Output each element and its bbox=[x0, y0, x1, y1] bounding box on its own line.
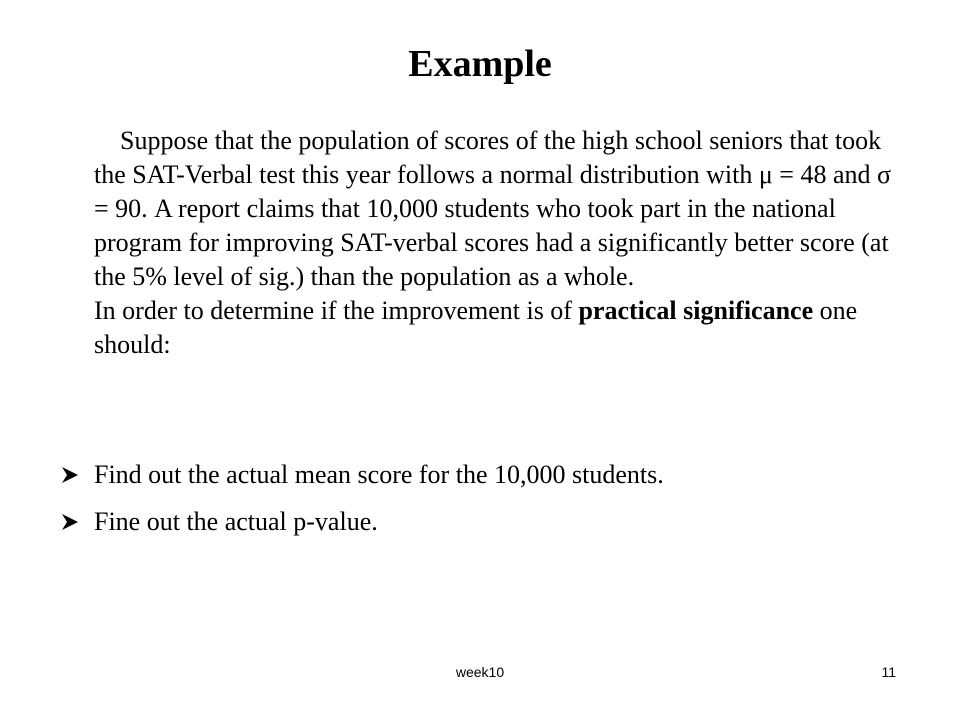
paragraph-question bbox=[94, 294, 894, 362]
page-number: 11 bbox=[881, 664, 896, 680]
bullet-text: Fine out the actual p-value. bbox=[94, 507, 378, 536]
bullet-item bbox=[60, 505, 920, 539]
footer-label: week10 bbox=[455, 664, 505, 680]
arrowhead-bullet-icon bbox=[60, 458, 94, 492]
body-text bbox=[94, 124, 894, 362]
bullet-list bbox=[60, 458, 920, 552]
arrowhead-bullet-icon bbox=[60, 505, 94, 539]
bullet-text: Find out the actual mean score for the 10,000 students. bbox=[94, 460, 664, 489]
paragraph-question-lead: In order to determine if the improvement is of bbox=[94, 296, 572, 325]
paragraph-question-tail: one should: bbox=[94, 296, 858, 359]
bullet-item bbox=[60, 458, 920, 492]
slide-title: Example bbox=[408, 43, 552, 85]
paragraph-intro bbox=[94, 124, 894, 294]
practical-significance-term: practical significance bbox=[578, 296, 814, 325]
paragraph-intro-text: Suppose that the population of scores of the high school seniors that took the SAT-Verbal test this year follows a normal distribution with μ = 48 and σ = 90. A report claims that 10,000 students who took part in the national program for improving SAT-verbal scores had a significantly better score (at the 5% level of sig.) than the population as a whole. bbox=[94, 126, 891, 291]
